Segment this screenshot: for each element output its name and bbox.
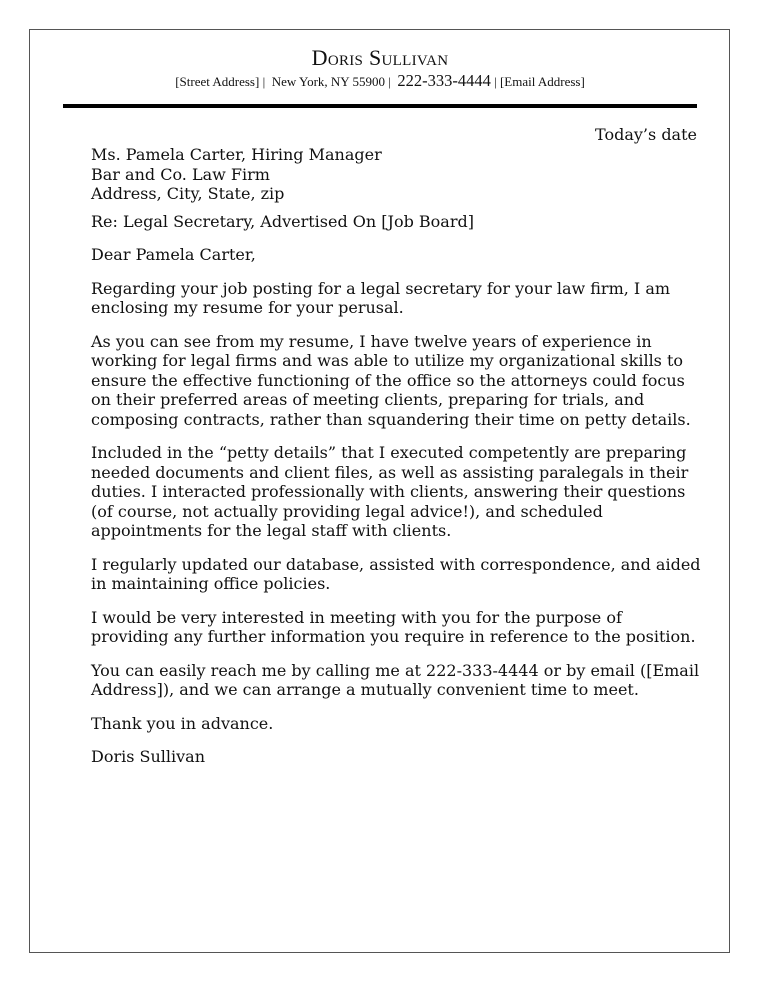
paragraph-contact: You can easily reach me by calling me at 222-333-4444 or by email ([Email Address]), and we can arrange a mutually convenient time to meet. <box>91 660 700 699</box>
paragraph-duties: Included in the “petty details” that I executed competently are preparing needed documents and client files, as well as assisting paralegals in their duties. I interacted professionally with clients, answering their questions (of course, not actually providing legal advice!), and scheduled appointments for the legal staff with clients. <box>91 443 689 540</box>
signature: Doris Sullivan <box>91 747 206 766</box>
separator: | <box>388 74 391 89</box>
letter-date: Today’s date <box>595 125 697 144</box>
separator: | <box>262 74 266 89</box>
sender-contact-line <box>0 72 760 91</box>
sender-email: [Email Address] <box>499 74 585 89</box>
paragraph-experience: As you can see from my resume, I have twelve years of experience in working for legal firms and was able to utilize my organizational skills to ensure the effective functioning of the office so the attorneys could focus on their preferred areas of meeting clients, preparing for trials, and composing contracts, rather than squandering their time on petty details. <box>91 331 691 429</box>
recipient-address: Address, City, State, zip <box>91 184 285 203</box>
paragraph-intro: Regarding your job posting for a legal secretary for your law firm, I am enclosing my resume for your perusal. <box>91 278 671 317</box>
sender-street: [Street Address] <box>175 74 260 89</box>
salutation: Dear Pamela Carter, <box>91 245 256 264</box>
paragraph-database: I regularly updated our database, assisted with correspondence, and aided in maintaining office policies. <box>91 554 701 593</box>
sender-name: Doris Sullivan <box>311 45 449 70</box>
closing: Thank you in advance. <box>91 713 274 733</box>
header-divider <box>63 104 697 108</box>
sender-phone: 222-333-4444 <box>397 71 491 90</box>
recipient-company: Bar and Co. Law Firm <box>91 164 270 184</box>
recipient-name: Ms. Pamela Carter, Hiring Manager <box>91 145 382 164</box>
sender-city: New York, NY 55900 <box>271 74 385 89</box>
separator: | <box>494 74 497 89</box>
recipient-block <box>91 145 703 204</box>
letter-body <box>91 145 703 767</box>
paragraph-interest: I would be very interested in meeting with you for the purpose of providing any further information you require in reference to the position. <box>91 607 696 646</box>
subject-line: Re: Legal Secretary, Advertised On [Job Board] <box>91 211 474 231</box>
